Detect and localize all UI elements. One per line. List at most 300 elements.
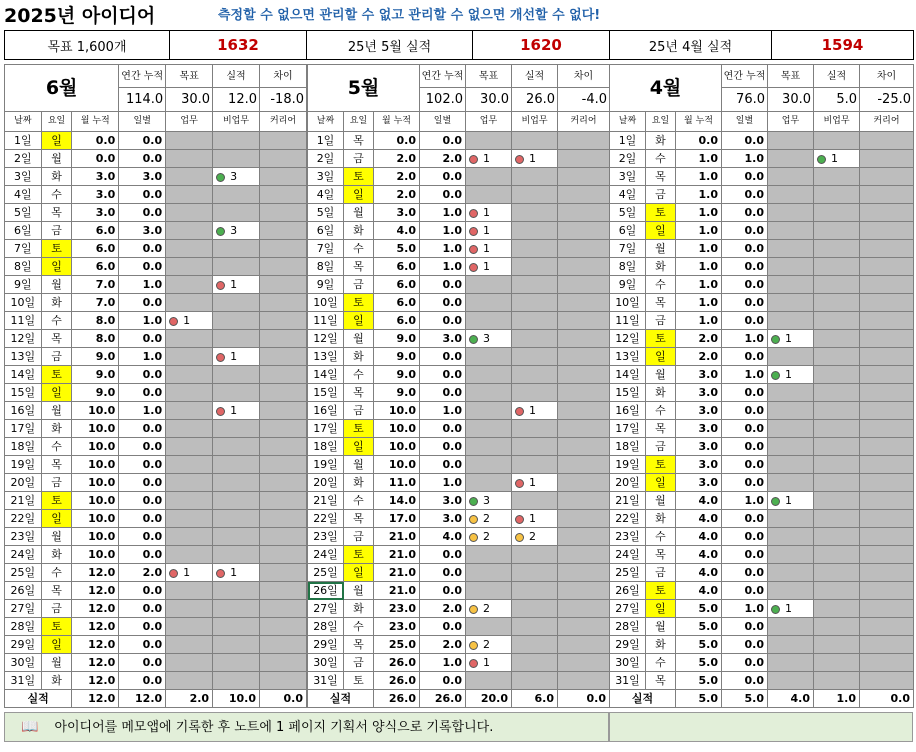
- total-c[interactable]: 0.0: [260, 690, 307, 708]
- monthly-cum-cell[interactable]: 0.0: [72, 150, 119, 168]
- monthly-cum-cell[interactable]: 4.0: [374, 222, 420, 240]
- empty-cell[interactable]: [814, 258, 860, 276]
- empty-cell[interactable]: [558, 186, 610, 204]
- weekday-cell[interactable]: 목: [646, 420, 676, 438]
- weekday-cell[interactable]: 금: [41, 348, 72, 366]
- weekday-cell[interactable]: 수: [646, 276, 676, 294]
- weekday-cell[interactable]: 토: [646, 456, 676, 474]
- weekday-cell[interactable]: 월: [41, 402, 72, 420]
- date-cell[interactable]: 28일: [308, 618, 344, 636]
- monthly-cum-cell[interactable]: 10.0: [72, 528, 119, 546]
- monthly-cum-cell[interactable]: 12.0: [72, 672, 119, 690]
- daily-cell[interactable]: 0.0: [722, 186, 768, 204]
- empty-cell[interactable]: [860, 132, 914, 150]
- empty-cell[interactable]: [768, 294, 814, 312]
- date-cell[interactable]: 25일: [610, 564, 646, 582]
- weekday-cell[interactable]: 목: [646, 294, 676, 312]
- empty-cell[interactable]: [558, 474, 610, 492]
- date-cell[interactable]: 25일: [5, 564, 42, 582]
- goal-value[interactable]: 1632: [170, 31, 307, 60]
- empty-cell[interactable]: [558, 510, 610, 528]
- daily-cell[interactable]: 0.0: [119, 582, 166, 600]
- empty-cell[interactable]: [512, 294, 558, 312]
- empty-cell[interactable]: [213, 204, 260, 222]
- empty-cell[interactable]: [768, 510, 814, 528]
- empty-cell[interactable]: [466, 168, 512, 186]
- empty-cell[interactable]: [512, 258, 558, 276]
- date-cell[interactable]: 28일: [5, 618, 42, 636]
- empty-cell[interactable]: [768, 528, 814, 546]
- empty-cell[interactable]: [466, 312, 512, 330]
- empty-cell[interactable]: [860, 456, 914, 474]
- total-w[interactable]: 20.0: [466, 690, 512, 708]
- daily-cell[interactable]: 0.0: [420, 186, 466, 204]
- daily-cell[interactable]: 0.0: [722, 654, 768, 672]
- daily-cell[interactable]: 2.0: [420, 636, 466, 654]
- empty-cell[interactable]: [814, 240, 860, 258]
- count-cell[interactable]: [512, 528, 558, 546]
- weekday-cell[interactable]: 금: [344, 276, 374, 294]
- monthly-cum-cell[interactable]: 6.0: [374, 294, 420, 312]
- empty-cell[interactable]: [166, 600, 213, 618]
- date-cell[interactable]: 23일: [308, 528, 344, 546]
- daily-cell[interactable]: 1.0: [119, 402, 166, 420]
- weekday-cell[interactable]: 목: [41, 330, 72, 348]
- count-cell[interactable]: [166, 312, 213, 330]
- monthly-cum-cell[interactable]: 1.0: [676, 150, 722, 168]
- empty-cell[interactable]: [558, 582, 610, 600]
- daily-cell[interactable]: 0.0: [722, 546, 768, 564]
- empty-cell[interactable]: [512, 384, 558, 402]
- daily-cell[interactable]: 0.0: [722, 204, 768, 222]
- daily-cell[interactable]: 0.0: [119, 456, 166, 474]
- daily-cell[interactable]: 0.0: [119, 366, 166, 384]
- empty-cell[interactable]: [814, 420, 860, 438]
- date-cell[interactable]: 4일: [5, 186, 42, 204]
- monthly-cum-cell[interactable]: 3.0: [676, 438, 722, 456]
- daily-cell[interactable]: 0.0: [119, 240, 166, 258]
- monthly-cum-cell[interactable]: 9.0: [374, 348, 420, 366]
- daily-cell[interactable]: 2.0: [420, 150, 466, 168]
- monthly-cum-cell[interactable]: 10.0: [374, 456, 420, 474]
- empty-cell[interactable]: [512, 168, 558, 186]
- date-cell[interactable]: 18일: [5, 438, 42, 456]
- date-cell[interactable]: 31일: [5, 672, 42, 690]
- empty-cell[interactable]: [166, 384, 213, 402]
- empty-cell[interactable]: [558, 420, 610, 438]
- empty-cell[interactable]: [213, 474, 260, 492]
- weekday-cell[interactable]: 화: [41, 420, 72, 438]
- empty-cell[interactable]: [166, 294, 213, 312]
- daily-cell[interactable]: 0.0: [420, 546, 466, 564]
- empty-cell[interactable]: [166, 420, 213, 438]
- weekday-cell[interactable]: 일: [41, 258, 72, 276]
- empty-cell[interactable]: [260, 168, 307, 186]
- count-cell[interactable]: [466, 330, 512, 348]
- weekday-cell[interactable]: 수: [344, 366, 374, 384]
- monthly-cum-cell[interactable]: 3.0: [72, 186, 119, 204]
- monthly-cum-cell[interactable]: 6.0: [72, 240, 119, 258]
- empty-cell[interactable]: [466, 366, 512, 384]
- daily-cell[interactable]: 3.0: [420, 330, 466, 348]
- empty-cell[interactable]: [512, 564, 558, 582]
- monthly-cum-cell[interactable]: 1.0: [676, 294, 722, 312]
- daily-cell[interactable]: 0.0: [722, 384, 768, 402]
- empty-cell[interactable]: [213, 294, 260, 312]
- empty-cell[interactable]: [466, 438, 512, 456]
- weekday-cell[interactable]: 일: [344, 438, 374, 456]
- empty-cell[interactable]: [260, 240, 307, 258]
- value-actual[interactable]: 5.0: [814, 88, 860, 112]
- empty-cell[interactable]: [166, 618, 213, 636]
- weekday-cell[interactable]: 수: [344, 240, 374, 258]
- weekday-cell[interactable]: 화: [344, 222, 374, 240]
- date-cell[interactable]: 19일: [610, 456, 646, 474]
- empty-cell[interactable]: [260, 618, 307, 636]
- empty-cell[interactable]: [260, 222, 307, 240]
- daily-cell[interactable]: 0.0: [722, 618, 768, 636]
- monthly-cum-cell[interactable]: 1.0: [676, 186, 722, 204]
- date-cell[interactable]: 23일: [610, 528, 646, 546]
- monthly-cum-cell[interactable]: 10.0: [72, 546, 119, 564]
- monthly-cum-cell[interactable]: 9.0: [374, 384, 420, 402]
- date-cell[interactable]: 2일: [610, 150, 646, 168]
- monthly-cum-cell[interactable]: 1.0: [676, 312, 722, 330]
- empty-cell[interactable]: [260, 546, 307, 564]
- date-cell[interactable]: 7일: [308, 240, 344, 258]
- empty-cell[interactable]: [814, 222, 860, 240]
- empty-cell[interactable]: [512, 438, 558, 456]
- empty-cell[interactable]: [260, 420, 307, 438]
- weekday-cell[interactable]: 월: [344, 330, 374, 348]
- empty-cell[interactable]: [260, 654, 307, 672]
- empty-cell[interactable]: [166, 222, 213, 240]
- empty-cell[interactable]: [558, 240, 610, 258]
- date-cell[interactable]: 27일: [610, 600, 646, 618]
- daily-cell[interactable]: 0.0: [722, 402, 768, 420]
- weekday-cell[interactable]: 수: [41, 438, 72, 456]
- daily-cell[interactable]: 0.0: [420, 276, 466, 294]
- empty-cell[interactable]: [768, 636, 814, 654]
- daily-cell[interactable]: 3.0: [420, 492, 466, 510]
- empty-cell[interactable]: [512, 420, 558, 438]
- empty-cell[interactable]: [466, 474, 512, 492]
- weekday-cell[interactable]: 목: [344, 132, 374, 150]
- total-n[interactable]: 10.0: [213, 690, 260, 708]
- empty-cell[interactable]: [558, 312, 610, 330]
- date-cell[interactable]: 15일: [308, 384, 344, 402]
- empty-cell[interactable]: [166, 528, 213, 546]
- daily-cell[interactable]: 0.0: [722, 438, 768, 456]
- empty-cell[interactable]: [466, 546, 512, 564]
- weekday-cell[interactable]: 토: [344, 672, 374, 690]
- empty-cell[interactable]: [814, 564, 860, 582]
- monthly-cum-cell[interactable]: 12.0: [72, 654, 119, 672]
- date-cell[interactable]: 27일: [308, 600, 344, 618]
- monthly-cum-cell[interactable]: 5.0: [374, 240, 420, 258]
- empty-cell[interactable]: [260, 510, 307, 528]
- empty-cell[interactable]: [260, 636, 307, 654]
- date-cell[interactable]: 26일: [5, 582, 42, 600]
- weekday-cell[interactable]: 수: [646, 528, 676, 546]
- empty-cell[interactable]: [814, 384, 860, 402]
- date-cell[interactable]: 9일: [610, 276, 646, 294]
- daily-cell[interactable]: 0.0: [420, 582, 466, 600]
- daily-cell[interactable]: 4.0: [420, 528, 466, 546]
- monthly-cum-cell[interactable]: 10.0: [72, 402, 119, 420]
- empty-cell[interactable]: [260, 204, 307, 222]
- weekday-cell[interactable]: 일: [41, 132, 72, 150]
- empty-cell[interactable]: [260, 402, 307, 420]
- monthly-cum-cell[interactable]: 26.0: [374, 654, 420, 672]
- empty-cell[interactable]: [166, 672, 213, 690]
- count-cell[interactable]: [512, 402, 558, 420]
- monthly-cum-cell[interactable]: 2.0: [676, 330, 722, 348]
- empty-cell[interactable]: [558, 204, 610, 222]
- weekday-cell[interactable]: 화: [646, 510, 676, 528]
- empty-cell[interactable]: [860, 294, 914, 312]
- daily-cell[interactable]: 0.0: [420, 672, 466, 690]
- date-cell[interactable]: 24일: [308, 546, 344, 564]
- date-cell[interactable]: 21일: [610, 492, 646, 510]
- value-actual[interactable]: 12.0: [213, 88, 260, 112]
- empty-cell[interactable]: [768, 312, 814, 330]
- date-cell[interactable]: 19일: [5, 456, 42, 474]
- empty-cell[interactable]: [860, 636, 914, 654]
- empty-cell[interactable]: [166, 474, 213, 492]
- weekday-cell[interactable]: 금: [646, 438, 676, 456]
- empty-cell[interactable]: [260, 366, 307, 384]
- weekday-cell[interactable]: 토: [41, 492, 72, 510]
- total-c[interactable]: 0.0: [558, 690, 610, 708]
- empty-cell[interactable]: [260, 582, 307, 600]
- empty-cell[interactable]: [213, 546, 260, 564]
- total-n[interactable]: 1.0: [814, 690, 860, 708]
- monthly-cum-cell[interactable]: 10.0: [374, 402, 420, 420]
- empty-cell[interactable]: [558, 672, 610, 690]
- monthly-cum-cell[interactable]: 8.0: [72, 330, 119, 348]
- total-m[interactable]: 5.0: [676, 690, 722, 708]
- apr-value[interactable]: 1594: [772, 31, 914, 60]
- empty-cell[interactable]: [860, 150, 914, 168]
- date-cell[interactable]: 29일: [5, 636, 42, 654]
- empty-cell[interactable]: [814, 510, 860, 528]
- empty-cell[interactable]: [768, 402, 814, 420]
- weekday-cell[interactable]: 토: [344, 420, 374, 438]
- weekday-cell[interactable]: 목: [344, 384, 374, 402]
- empty-cell[interactable]: [558, 294, 610, 312]
- date-cell[interactable]: 4일: [308, 186, 344, 204]
- empty-cell[interactable]: [213, 366, 260, 384]
- count-cell[interactable]: [512, 510, 558, 528]
- weekday-cell[interactable]: 일: [41, 384, 72, 402]
- empty-cell[interactable]: [166, 456, 213, 474]
- empty-cell[interactable]: [466, 582, 512, 600]
- empty-cell[interactable]: [814, 528, 860, 546]
- weekday-cell[interactable]: 일: [344, 564, 374, 582]
- empty-cell[interactable]: [213, 312, 260, 330]
- count-cell[interactable]: [512, 474, 558, 492]
- weekday-cell[interactable]: 토: [41, 366, 72, 384]
- empty-cell[interactable]: [166, 438, 213, 456]
- daily-cell[interactable]: 0.0: [420, 438, 466, 456]
- monthly-cum-cell[interactable]: 21.0: [374, 564, 420, 582]
- weekday-cell[interactable]: 일: [41, 636, 72, 654]
- daily-cell[interactable]: 1.0: [420, 402, 466, 420]
- empty-cell[interactable]: [466, 132, 512, 150]
- monthly-cum-cell[interactable]: 1.0: [676, 204, 722, 222]
- weekday-cell[interactable]: 화: [41, 672, 72, 690]
- monthly-cum-cell[interactable]: 26.0: [374, 672, 420, 690]
- weekday-cell[interactable]: 화: [41, 294, 72, 312]
- date-cell[interactable]: 24일: [5, 546, 42, 564]
- empty-cell[interactable]: [466, 564, 512, 582]
- weekday-cell[interactable]: 수: [646, 402, 676, 420]
- monthly-cum-cell[interactable]: 4.0: [676, 582, 722, 600]
- empty-cell[interactable]: [166, 636, 213, 654]
- weekday-cell[interactable]: 토: [41, 618, 72, 636]
- empty-cell[interactable]: [512, 456, 558, 474]
- daily-cell[interactable]: 0.0: [722, 348, 768, 366]
- weekday-cell[interactable]: 금: [646, 186, 676, 204]
- date-cell[interactable]: 1일: [610, 132, 646, 150]
- monthly-cum-cell[interactable]: 12.0: [72, 564, 119, 582]
- empty-cell[interactable]: [860, 312, 914, 330]
- weekday-cell[interactable]: 월: [646, 492, 676, 510]
- date-cell[interactable]: 8일: [610, 258, 646, 276]
- empty-cell[interactable]: [166, 150, 213, 168]
- empty-cell[interactable]: [558, 168, 610, 186]
- date-cell[interactable]: 14일: [5, 366, 42, 384]
- empty-cell[interactable]: [814, 312, 860, 330]
- empty-cell[interactable]: [213, 636, 260, 654]
- monthly-cum-cell[interactable]: 4.0: [676, 528, 722, 546]
- daily-cell[interactable]: 0.0: [119, 474, 166, 492]
- count-cell[interactable]: [213, 348, 260, 366]
- date-cell[interactable]: 5일: [308, 204, 344, 222]
- date-cell[interactable]: 1일: [308, 132, 344, 150]
- memo-bar-right[interactable]: [609, 712, 913, 742]
- daily-cell[interactable]: 1.0: [119, 348, 166, 366]
- empty-cell[interactable]: [512, 600, 558, 618]
- empty-cell[interactable]: [558, 654, 610, 672]
- empty-cell[interactable]: [166, 366, 213, 384]
- empty-cell[interactable]: [860, 474, 914, 492]
- daily-cell[interactable]: 0.0: [119, 330, 166, 348]
- daily-cell[interactable]: 0.0: [420, 294, 466, 312]
- empty-cell[interactable]: [466, 384, 512, 402]
- date-cell[interactable]: 21일: [308, 492, 344, 510]
- daily-cell[interactable]: 0.0: [119, 672, 166, 690]
- empty-cell[interactable]: [860, 672, 914, 690]
- weekday-cell[interactable]: 화: [646, 636, 676, 654]
- empty-cell[interactable]: [260, 438, 307, 456]
- date-cell[interactable]: 24일: [610, 546, 646, 564]
- empty-cell[interactable]: [814, 132, 860, 150]
- daily-cell[interactable]: 0.0: [119, 618, 166, 636]
- empty-cell[interactable]: [768, 150, 814, 168]
- monthly-cum-cell[interactable]: 5.0: [676, 600, 722, 618]
- empty-cell[interactable]: [768, 168, 814, 186]
- empty-cell[interactable]: [213, 330, 260, 348]
- empty-cell[interactable]: [512, 132, 558, 150]
- empty-cell[interactable]: [860, 492, 914, 510]
- weekday-cell[interactable]: 수: [41, 312, 72, 330]
- empty-cell[interactable]: [814, 330, 860, 348]
- empty-cell[interactable]: [260, 384, 307, 402]
- date-cell[interactable]: 8일: [308, 258, 344, 276]
- daily-cell[interactable]: 0.0: [722, 672, 768, 690]
- weekday-cell[interactable]: 수: [41, 564, 72, 582]
- may-label[interactable]: 25년 5월 실적: [307, 31, 473, 60]
- date-cell[interactable]: 1일: [5, 132, 42, 150]
- daily-cell[interactable]: 0.0: [119, 546, 166, 564]
- date-cell[interactable]: 5일: [610, 204, 646, 222]
- monthly-cum-cell[interactable]: 8.0: [72, 312, 119, 330]
- empty-cell[interactable]: [768, 564, 814, 582]
- weekday-cell[interactable]: 월: [41, 528, 72, 546]
- empty-cell[interactable]: [260, 600, 307, 618]
- weekday-cell[interactable]: 월: [646, 618, 676, 636]
- value-diff[interactable]: -18.0: [260, 88, 307, 112]
- date-cell[interactable]: 13일: [308, 348, 344, 366]
- monthly-cum-cell[interactable]: 1.0: [676, 276, 722, 294]
- date-cell[interactable]: 13일: [610, 348, 646, 366]
- empty-cell[interactable]: [260, 564, 307, 582]
- value-goal[interactable]: 30.0: [768, 88, 814, 112]
- daily-cell[interactable]: 0.0: [119, 258, 166, 276]
- monthly-cum-cell[interactable]: 0.0: [72, 132, 119, 150]
- empty-cell[interactable]: [512, 654, 558, 672]
- date-cell[interactable]: 9일: [308, 276, 344, 294]
- date-cell[interactable]: 29일: [610, 636, 646, 654]
- empty-cell[interactable]: [260, 456, 307, 474]
- daily-cell[interactable]: 0.0: [119, 510, 166, 528]
- empty-cell[interactable]: [260, 528, 307, 546]
- empty-cell[interactable]: [512, 330, 558, 348]
- daily-cell[interactable]: 0.0: [420, 618, 466, 636]
- empty-cell[interactable]: [558, 492, 610, 510]
- count-cell[interactable]: [512, 150, 558, 168]
- empty-cell[interactable]: [213, 600, 260, 618]
- value-actual[interactable]: 26.0: [512, 88, 558, 112]
- daily-cell[interactable]: 1.0: [119, 312, 166, 330]
- monthly-cum-cell[interactable]: 6.0: [374, 312, 420, 330]
- monthly-cum-cell[interactable]: 6.0: [374, 276, 420, 294]
- weekday-cell[interactable]: 목: [646, 546, 676, 564]
- weekday-cell[interactable]: 일: [41, 510, 72, 528]
- empty-cell[interactable]: [260, 150, 307, 168]
- date-cell[interactable]: 29일: [308, 636, 344, 654]
- monthly-cum-cell[interactable]: 21.0: [374, 582, 420, 600]
- total-m[interactable]: 12.0: [72, 690, 119, 708]
- monthly-cum-cell[interactable]: 6.0: [72, 222, 119, 240]
- empty-cell[interactable]: [512, 204, 558, 222]
- date-cell[interactable]: 10일: [308, 294, 344, 312]
- date-cell[interactable]: 31일: [610, 672, 646, 690]
- empty-cell[interactable]: [213, 258, 260, 276]
- weekday-cell[interactable]: 목: [344, 636, 374, 654]
- empty-cell[interactable]: [166, 168, 213, 186]
- monthly-cum-cell[interactable]: 7.0: [72, 276, 119, 294]
- empty-cell[interactable]: [166, 654, 213, 672]
- daily-cell[interactable]: 0.0: [420, 564, 466, 582]
- empty-cell[interactable]: [814, 438, 860, 456]
- empty-cell[interactable]: [814, 654, 860, 672]
- empty-cell[interactable]: [166, 132, 213, 150]
- empty-cell[interactable]: [814, 618, 860, 636]
- monthly-cum-cell[interactable]: 9.0: [72, 384, 119, 402]
